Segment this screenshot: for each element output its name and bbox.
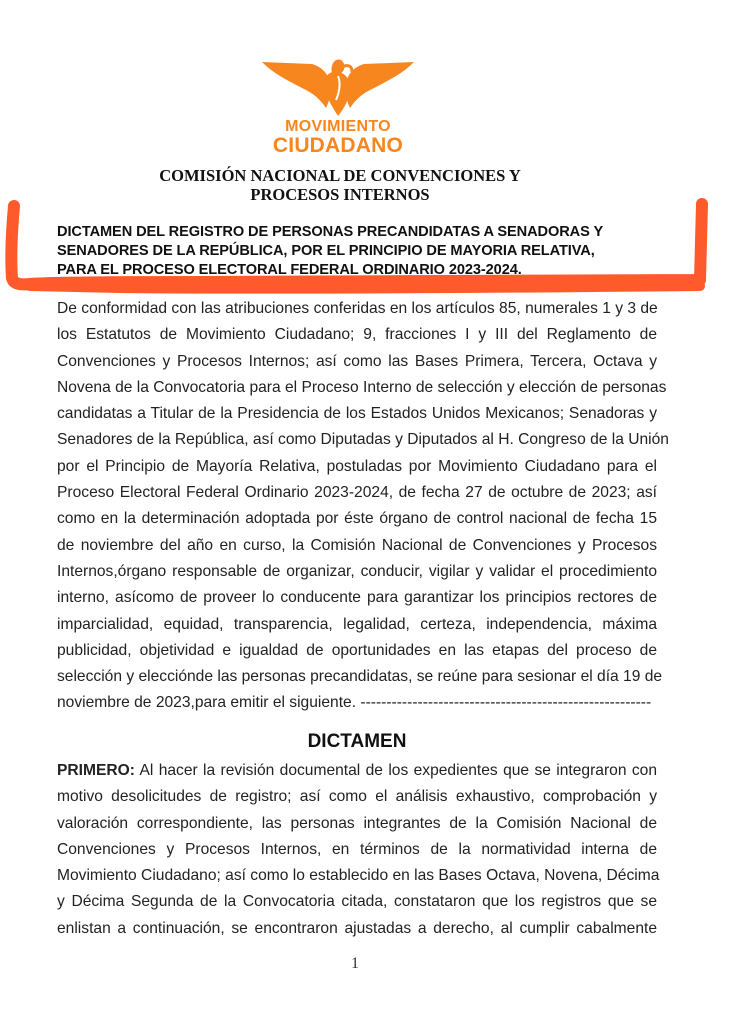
preamble-line: por el Principio de Mayoría Relativa, postuladas por Movimiento Ciudadano para el	[57, 457, 657, 475]
primero-first-line	[57, 758, 657, 784]
document-title	[57, 223, 667, 280]
preamble-line: De conformidad con las atribuciones conferidas en los artículos 85, numerales 1 y 3 de	[57, 300, 658, 317]
primero-paragraph	[57, 758, 660, 942]
preamble-line: noviembre de 2023,para emitir el siguiente. --------------------------------------------------------	[57, 694, 652, 712]
primero-line: valoración correspondiente, las personas integrantes de la Comisión Nacional de	[57, 814, 657, 832]
dictamen-heading: DICTAMEN	[307, 731, 407, 752]
preamble-paragraph	[57, 296, 669, 717]
preamble-line: Proceso Electoral Federal Ordinario 2023-2024, de fecha 27 de octubre de 2023; así	[57, 484, 657, 502]
commission-line-2: PROCESOS INTERNOS	[250, 185, 430, 204]
preamble-line: candidatas a Titular de la Presidencia de los Estados Unidos Mexicanos; Senadoras y	[57, 405, 657, 423]
commission-line-1: COMISIÓN NACIONAL DE CONVENCIONES Y	[159, 166, 521, 185]
preamble-line: Senadores de la República, así como Diputadas y Diputados al H. Congreso de la Unión	[57, 431, 669, 449]
logo-text-ciudadano: CIUDADANO	[272, 134, 404, 157]
primero-line: enlistan a continuación, se encontraron ajustadas a derecho, al cumplir cabalmente	[57, 919, 657, 937]
party-logo	[258, 56, 418, 160]
preamble-line: como en la determinación adoptada por éste órgano de control nacional de fecha 15	[57, 510, 657, 528]
page-number: 1	[351, 955, 359, 972]
preamble-line: publicidad, objetividad e igualdad de oportunidades en las etapas del proceso de	[57, 641, 657, 659]
preamble-line: Convenciones y Procesos Internos; así como las Bases Primera, Tercera, Octava y	[57, 352, 657, 370]
primero-line: motivo desolicitudes de registro; así como el análisis exhaustivo, comprobación y	[57, 788, 657, 806]
primero-line: y Décima Segunda de la Convocatoria citada, constataron que los registros que se	[57, 893, 657, 911]
preamble-line: Internos,órgano responsable de organizar, conducir, vigilar y validar el procedimiento	[57, 562, 657, 580]
title-line: SENADORES DE LA REPÚBLICA, POR EL PRINCIPIO DE MAYORIA RELATIVA,	[57, 243, 595, 259]
preamble-line: de noviembre del año en curso, la Comisión Nacional de Convenciones y Procesos	[57, 536, 657, 554]
preamble-line: Novena de la Convocatoria para el Proceso Interno de selección y elección de personas	[57, 378, 667, 396]
eagle-icon	[260, 56, 416, 118]
primero-first-line-text: Al hacer la revisión documental de los expedientes que se integraron con	[134, 762, 657, 779]
preamble-line: interno, asícomo de proveer lo conducente para garantizar los principios rectores de	[57, 589, 657, 607]
title-line: PARA EL PROCESO ELECTORAL FEDERAL ORDINARIO 2023-2024.	[57, 262, 522, 278]
preamble-line: los Estatutos de Movimiento Ciudadano; 9, fracciones I y III del Reglamento de	[57, 326, 657, 344]
primero-label: PRIMERO:	[57, 762, 135, 779]
commission-header	[120, 166, 560, 204]
primero-line: Convenciones y Procesos Internos, en términos de la normatividad interna de	[57, 840, 657, 858]
logo-text-movimiento: MOVIMIENTO	[285, 118, 391, 135]
title-line: DICTAMEN DEL REGISTRO DE PERSONAS PRECANDIDATAS A SENADORAS Y	[57, 224, 604, 240]
preamble-line: imparcialidad, equidad, transparencia, legalidad, certeza, independencia, máxima	[57, 615, 657, 633]
primero-line: Movimiento Ciudadano; así como lo establecido en las Bases Octava, Novena, Décima	[57, 867, 660, 885]
preamble-line: selección y elecciónde las personas precandidatas, se reúne para sesionar el día 19 de	[57, 668, 663, 686]
